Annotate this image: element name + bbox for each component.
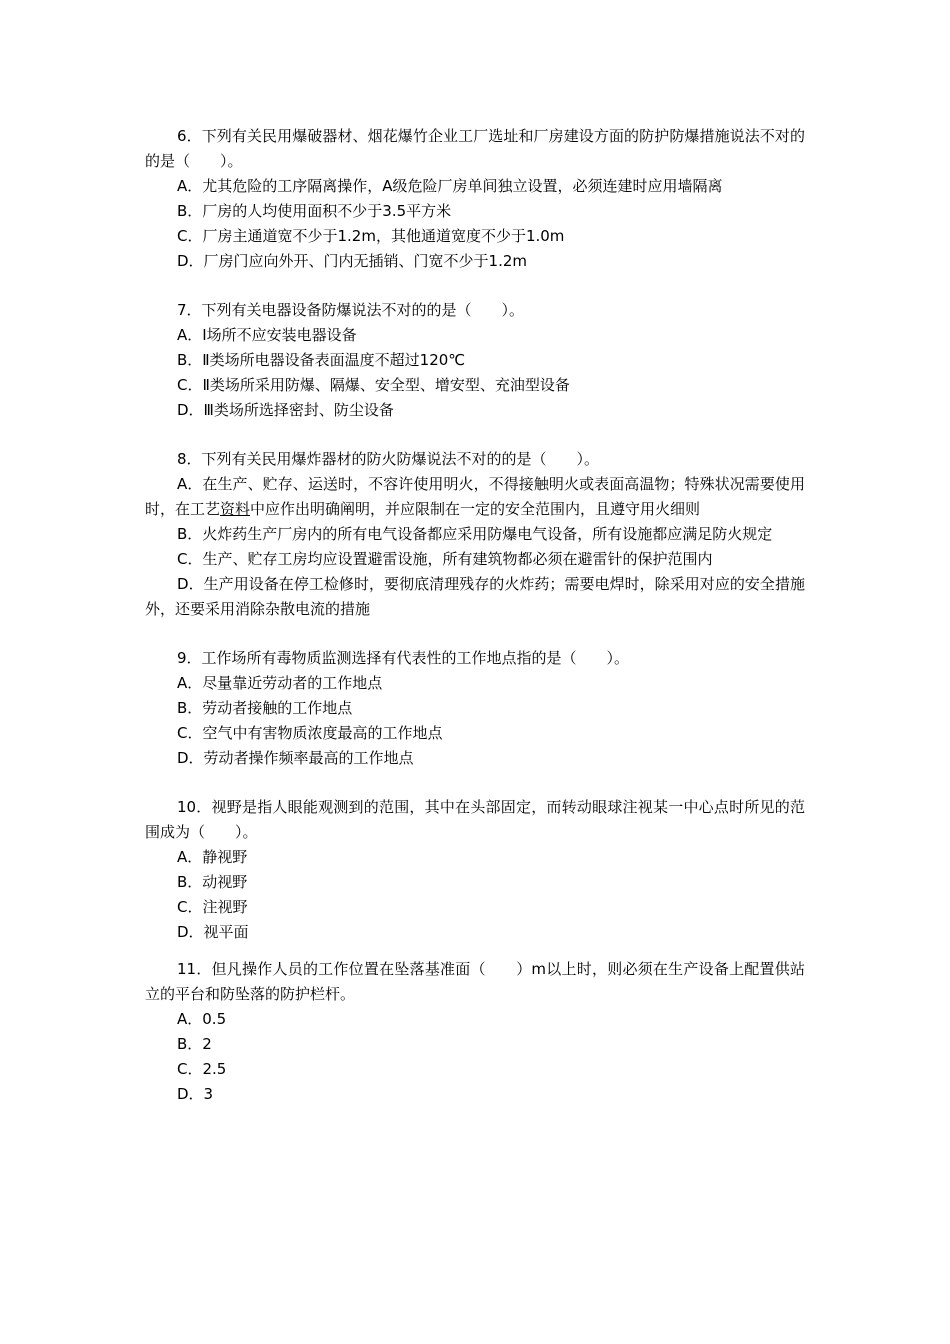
option-d: D．生产用设备在停工检修时，要彻底清理残存的火炸药；需要电焊时，除采用对应的安全措施外，还要采用消除杂散电流的措施	[145, 575, 805, 618]
option-b: B．劳动者接触的工作地点	[177, 699, 353, 717]
option-d: D．Ⅲ类场所选择密封、防尘设备	[177, 401, 394, 419]
option-a	[145, 472, 805, 522]
question-7	[145, 298, 805, 423]
option-b: B．厂房的人均使用面积不少于3.5平方米	[177, 202, 452, 220]
question-6	[145, 124, 805, 274]
option-a-text-before: A．在生产、贮存、运送时，不容许使用明火，不得接触明火或表面高温物；特殊状况需要使用时，在工艺	[145, 475, 805, 518]
question-stem: 9．工作场所有毒物质监测选择有代表性的工作地点指的是（ ）。	[177, 649, 630, 667]
question-10	[145, 795, 805, 945]
option-c: C．2.5	[177, 1060, 227, 1078]
question-stem: 10．视野是指人眼能观测到的范围，其中在头部固定，而转动眼球注视某一中心点时所见的范围成为（ ）。	[145, 798, 805, 841]
question-9	[145, 646, 805, 771]
question-stem: 6．下列有关民用爆破器材、烟花爆竹企业工厂选址和厂房建设方面的防护防爆措施说法不对的的是（ ）。	[145, 127, 805, 170]
document-page	[145, 124, 805, 1131]
option-c: C．Ⅱ类场所采用防爆、隔爆、安全型、增安型、充油型设备	[177, 376, 570, 394]
option-d: D．视平面	[177, 923, 249, 941]
underlined-link-text[interactable]: 资料	[220, 500, 251, 518]
option-a: A．尽量靠近劳动者的工作地点	[177, 674, 383, 692]
option-b: B．动视野	[177, 873, 248, 891]
option-d: D．厂房门应向外开、门内无插销、门宽不少于1.2m	[177, 252, 528, 270]
option-d: D．劳动者操作频率最高的工作地点	[177, 749, 414, 767]
option-a-text-after: 中应作出明确阐明，并应限制在一定的安全范围内，且遵守用火细则	[250, 500, 701, 518]
question-stem: 11．但凡操作人员的工作位置在坠落基准面（ ）m以上时，则必须在生产设备上配置供站立的平台和防坠落的防护栏杆。	[145, 960, 805, 1003]
question-8	[145, 447, 805, 622]
option-b: B．2	[177, 1035, 212, 1053]
option-b: B．Ⅱ类场所电器设备表面温度不超过120℃	[177, 351, 466, 369]
option-c: C．注视野	[177, 898, 248, 916]
option-a: A．Ⅰ场所不应安装电器设备	[177, 326, 357, 344]
option-c: C．空气中有害物质浓度最高的工作地点	[177, 724, 443, 742]
option-a: A．0.5	[177, 1010, 227, 1028]
option-c: C．厂房主通道宽不少于1.2m，其他通道宽度不少于1.0m	[177, 227, 565, 245]
option-b: B．火炸药生产厂房内的所有电气设备都应采用防爆电气设备，所有设施都应满足防火规定	[177, 525, 773, 543]
question-stem: 7．下列有关电器设备防爆说法不对的的是（ ）。	[177, 301, 525, 319]
question-stem: 8．下列有关民用爆炸器材的防火防爆说法不对的的是（ ）。	[177, 450, 600, 468]
option-d: D．3	[177, 1085, 214, 1103]
option-a: A．尤其危险的工序隔离操作，A级危险厂房单间独立设置，必须连建时应用墙隔离	[177, 177, 723, 195]
option-c: C．生产、贮存工房均应设置避雷设施，所有建筑物都必须在避雷针的保护范围内	[177, 550, 713, 568]
option-a: A．静视野	[177, 848, 248, 866]
question-11	[145, 957, 805, 1107]
